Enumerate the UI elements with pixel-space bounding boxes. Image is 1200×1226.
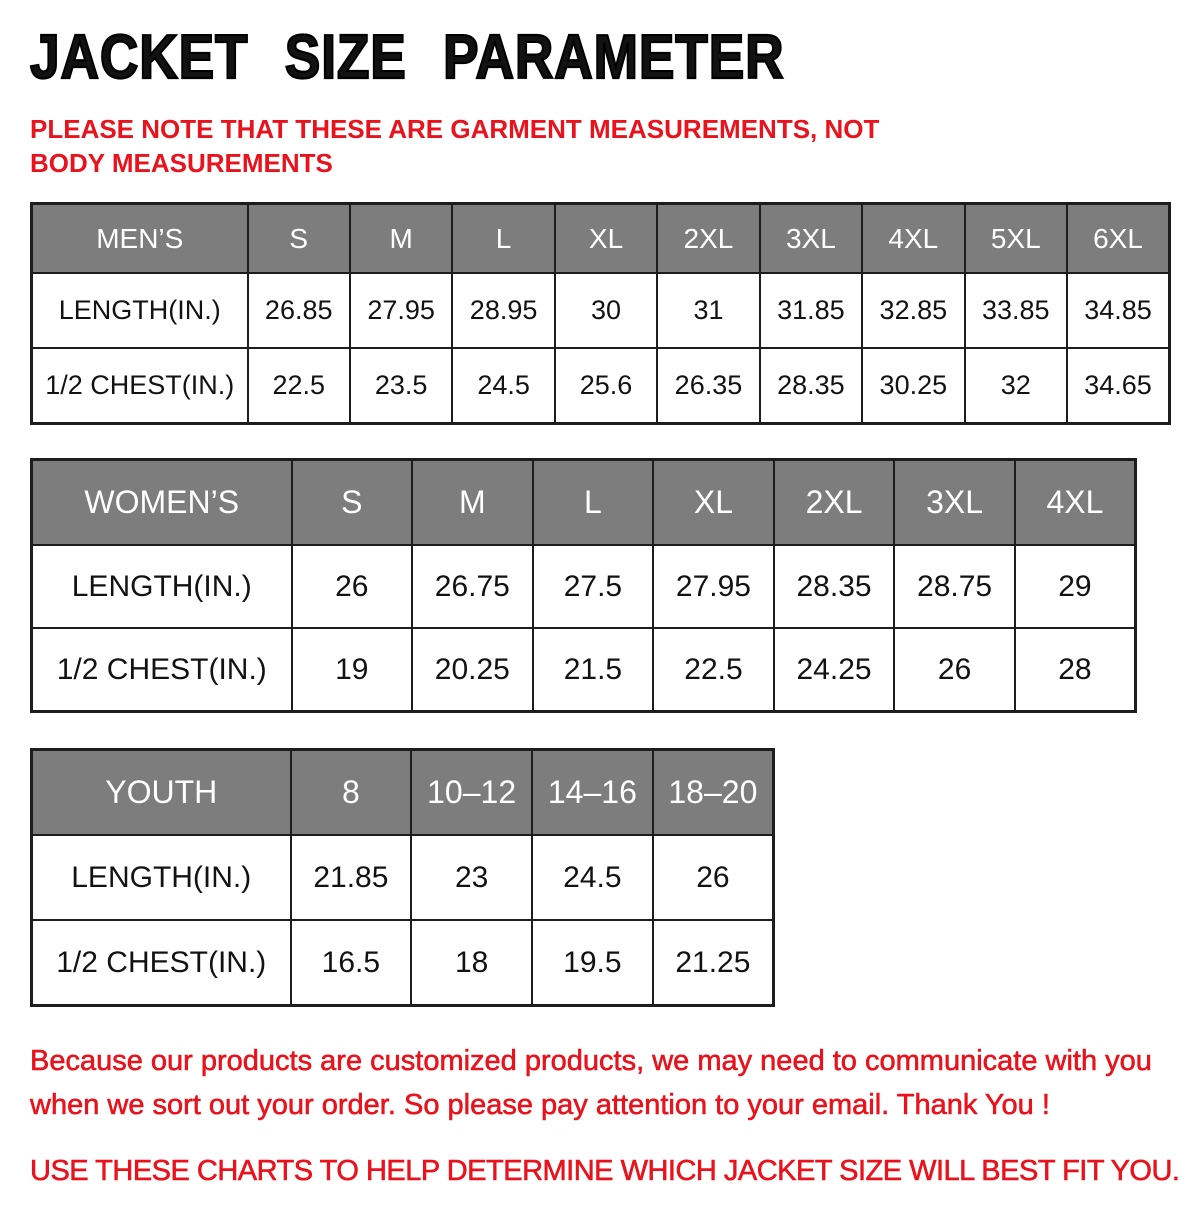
womens-header-row	[32, 460, 1136, 546]
value-cell: 26	[894, 628, 1015, 712]
value-cell: 24.25	[774, 628, 895, 712]
table-row	[32, 545, 1136, 628]
size-header-cell: 6XL	[1067, 204, 1170, 274]
table-row	[32, 628, 1136, 712]
size-header-cell: 5XL	[965, 204, 1067, 274]
page-title: JACKET SIZE PARAMETER	[30, 23, 785, 92]
value-cell: 28.35	[760, 348, 862, 424]
value-cell: 34.85	[1067, 273, 1170, 348]
value-cell: 33.85	[965, 273, 1067, 348]
size-header-cell: 14–16	[532, 750, 653, 836]
row-label-cell: 1/2 CHEST(IN.)	[32, 628, 292, 712]
value-cell: 26	[292, 545, 413, 628]
size-header-cell: 4XL	[1015, 460, 1136, 546]
size-header-cell: 2XL	[774, 460, 895, 546]
table-row	[32, 273, 1170, 348]
size-header-cell: 18–20	[653, 750, 774, 836]
value-cell: 18	[411, 920, 532, 1006]
value-cell: 27.95	[653, 545, 774, 628]
value-cell: 20.25	[412, 628, 533, 712]
youth-size-table	[30, 748, 775, 1007]
value-cell: 22.5	[248, 348, 350, 424]
size-header-cell: S	[248, 204, 350, 274]
value-cell: 30	[555, 273, 657, 348]
size-chart-page	[0, 23, 1200, 1226]
mens-size-table	[30, 202, 1171, 425]
value-cell: 25.6	[555, 348, 657, 424]
value-cell: 28.75	[894, 545, 1015, 628]
womens-size-table	[30, 458, 1137, 713]
value-cell: 23.5	[350, 348, 452, 424]
value-cell: 21.25	[653, 920, 774, 1006]
table-row	[32, 348, 1170, 424]
mens-header-row	[32, 204, 1170, 274]
row-label-cell: 1/2 CHEST(IN.)	[32, 920, 291, 1006]
table-row	[32, 835, 774, 920]
value-cell: 22.5	[653, 628, 774, 712]
youth-header-row	[32, 750, 774, 836]
value-cell: 34.65	[1067, 348, 1170, 424]
size-header-cell: L	[533, 460, 654, 546]
value-cell: 16.5	[291, 920, 412, 1006]
row-label-cell: 1/2 CHEST(IN.)	[32, 348, 248, 424]
value-cell: 28	[1015, 628, 1136, 712]
garment-measurement-note: PLEASE NOTE THAT THESE ARE GARMENT MEASUREMENTS, NOT BODY MEASUREMENTS	[30, 114, 880, 178]
value-cell: 21.85	[291, 835, 412, 920]
table-row	[32, 920, 774, 1006]
size-header-cell: XL	[555, 204, 657, 274]
value-cell: 31.85	[760, 273, 862, 348]
womens-table-title-cell: WOMEN’S	[32, 460, 292, 546]
value-cell: 21.5	[533, 628, 654, 712]
row-label-cell: LENGTH(IN.)	[32, 273, 248, 348]
value-cell: 32	[965, 348, 1067, 424]
value-cell: 30.25	[862, 348, 964, 424]
size-header-cell: 10–12	[411, 750, 532, 836]
row-label-cell: LENGTH(IN.)	[32, 835, 291, 920]
value-cell: 19.5	[532, 920, 653, 1006]
size-header-cell: 2XL	[657, 204, 759, 274]
value-cell: 28.35	[774, 545, 895, 628]
value-cell: 29	[1015, 545, 1136, 628]
value-cell: 32.85	[862, 273, 964, 348]
value-cell: 24.5	[532, 835, 653, 920]
row-label-cell: LENGTH(IN.)	[32, 545, 292, 628]
value-cell: 26.85	[248, 273, 350, 348]
value-cell: 26.35	[657, 348, 759, 424]
chart-usage-note: USE THESE CHARTS TO HELP DETERMINE WHICH JACKET SIZE WILL BEST FIT YOU.	[30, 1155, 1180, 1187]
value-cell: 26	[653, 835, 774, 920]
size-header-cell: S	[292, 460, 413, 546]
size-header-cell: M	[412, 460, 533, 546]
size-header-cell: 8	[291, 750, 412, 836]
size-header-cell: 3XL	[894, 460, 1015, 546]
value-cell: 23	[411, 835, 532, 920]
size-header-cell: M	[350, 204, 452, 274]
value-cell: 28.95	[452, 273, 554, 348]
youth-table-title-cell: YOUTH	[32, 750, 291, 836]
size-header-cell: L	[452, 204, 554, 274]
value-cell: 31	[657, 273, 759, 348]
mens-table-title-cell: MEN’S	[32, 204, 248, 274]
size-header-cell: 4XL	[862, 204, 964, 274]
size-header-cell: 3XL	[760, 204, 862, 274]
size-tables-section	[0, 202, 1200, 1007]
size-header-cell: XL	[653, 460, 774, 546]
value-cell: 27.95	[350, 273, 452, 348]
value-cell: 27.5	[533, 545, 654, 628]
value-cell: 19	[292, 628, 413, 712]
value-cell: 24.5	[452, 348, 554, 424]
value-cell: 26.75	[412, 545, 533, 628]
customization-notice: Because our products are customized products, we may need to communicate with you when we sort out your order. So please pay attention to your email. Thank You !	[30, 1045, 1152, 1121]
